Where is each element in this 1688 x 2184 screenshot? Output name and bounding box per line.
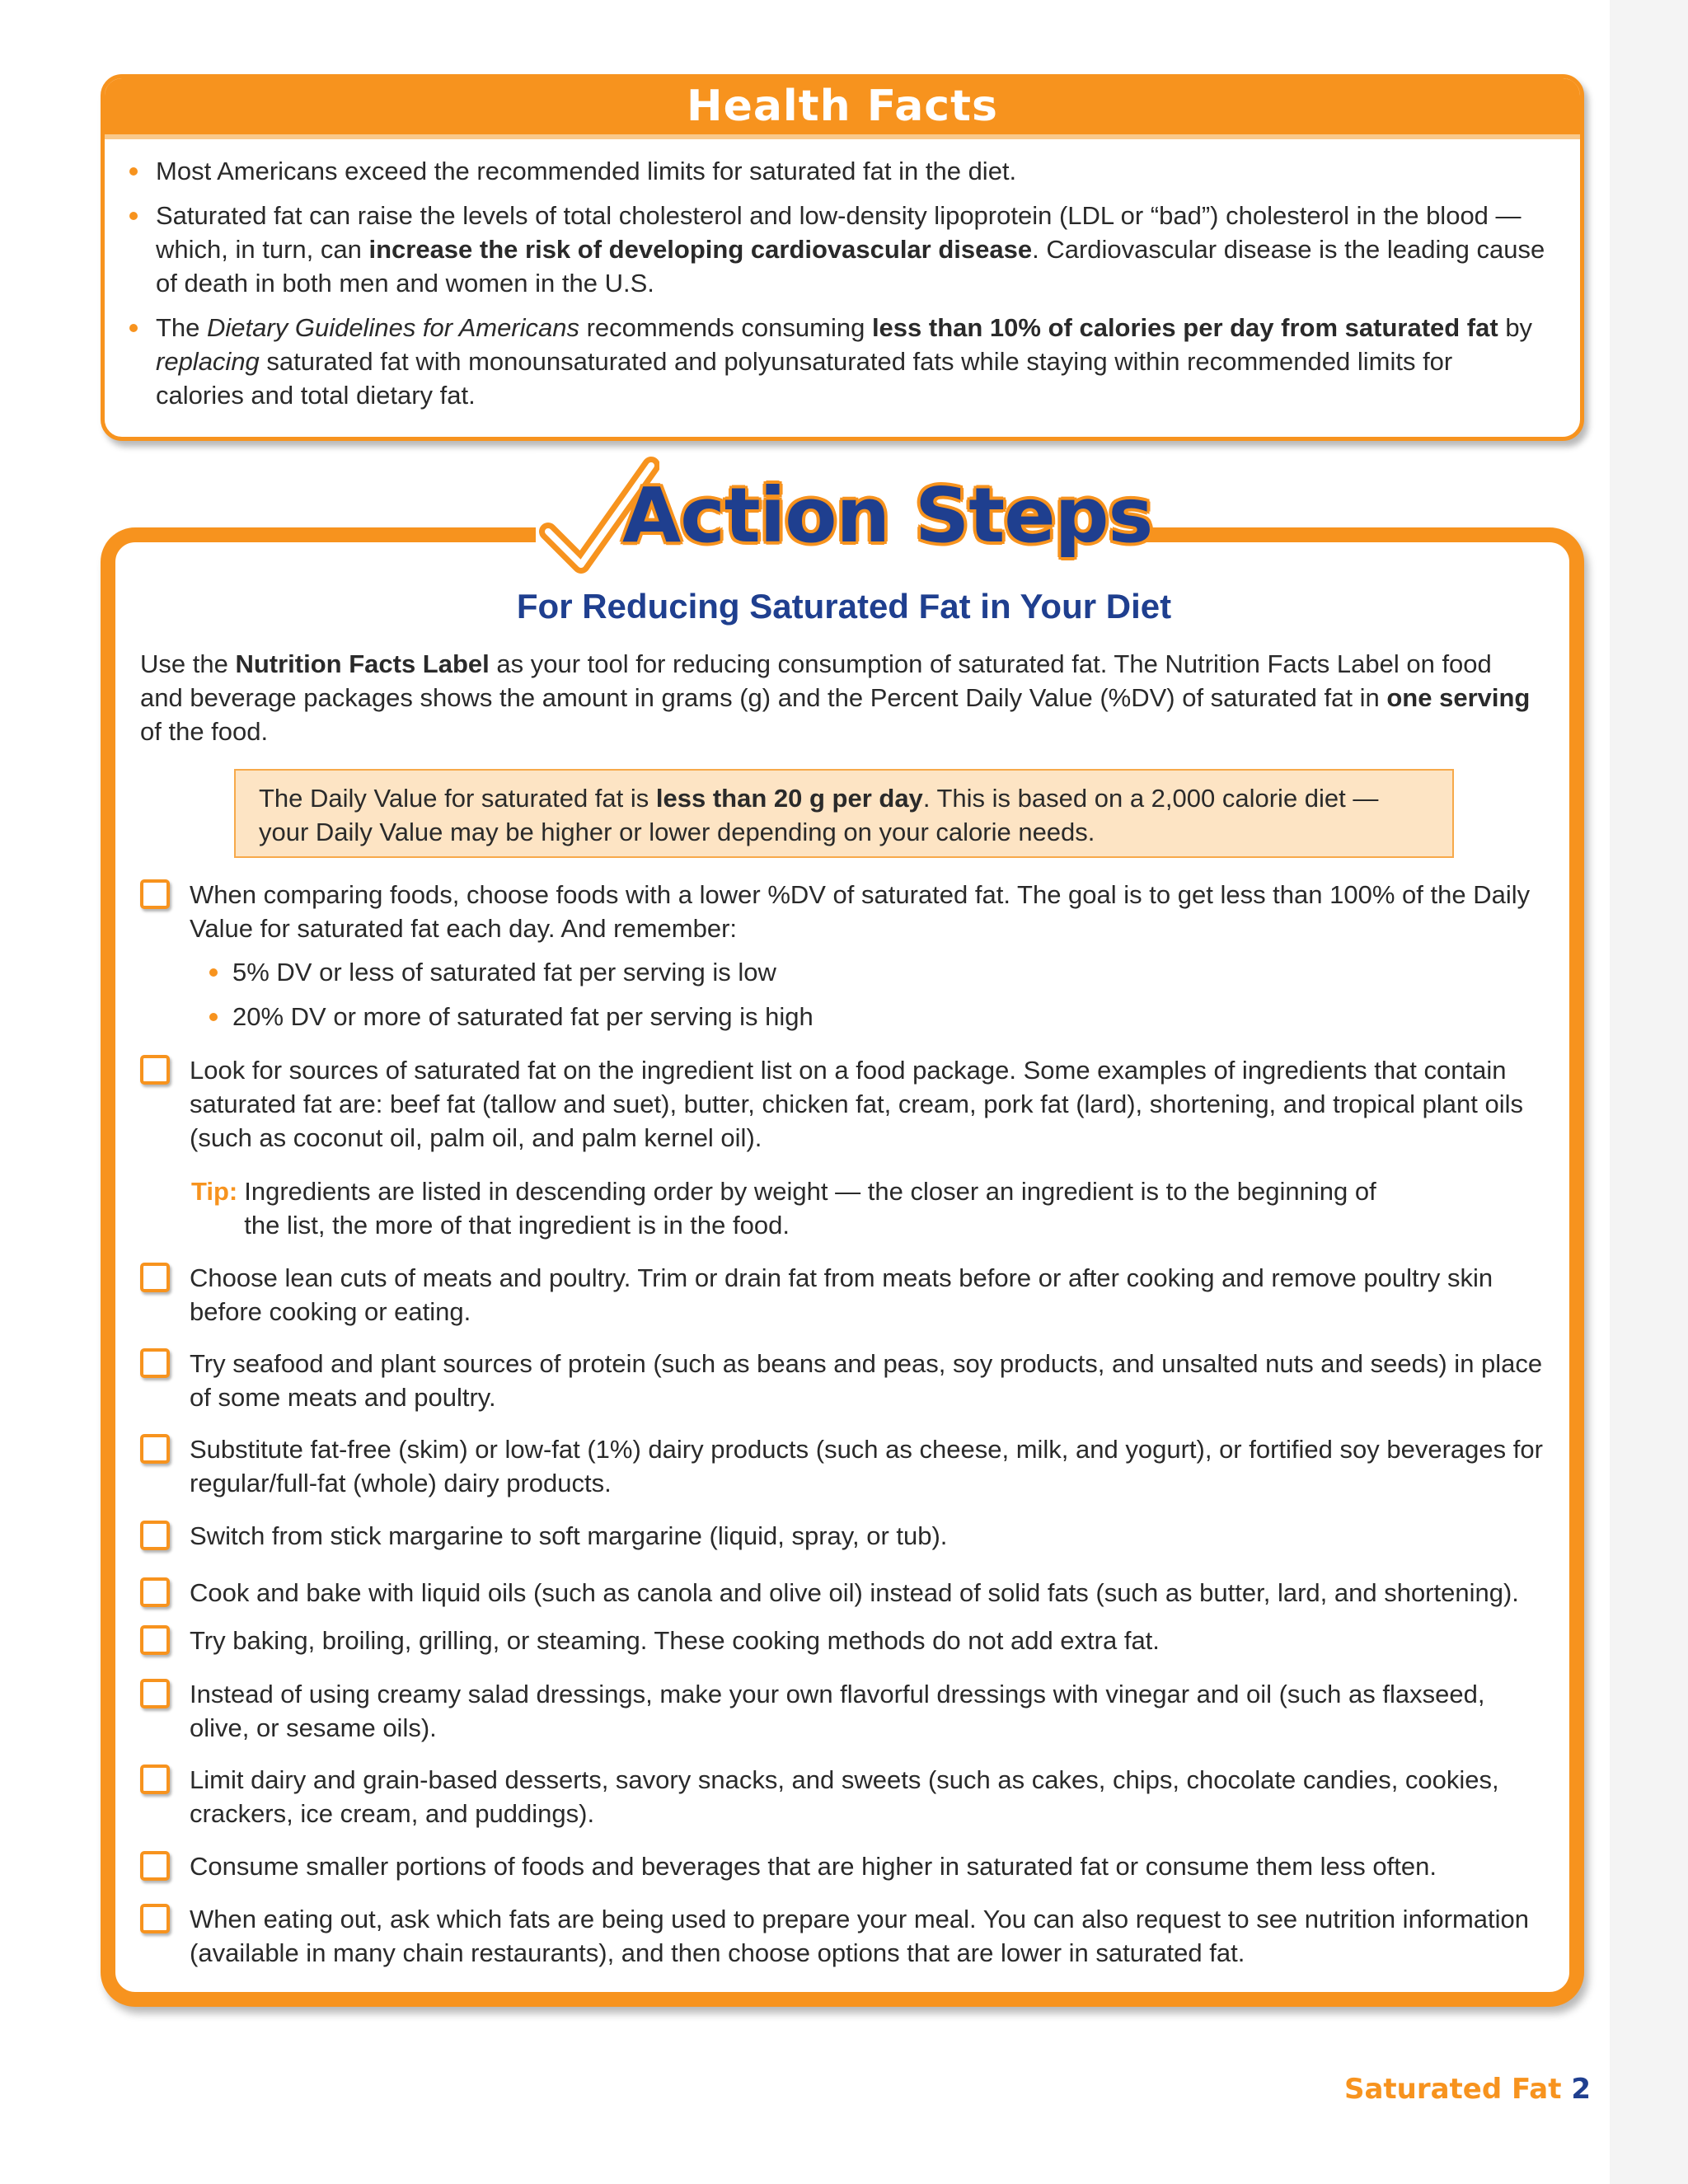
checkbox-icon[interactable] bbox=[140, 1851, 170, 1881]
intro-paragraph: Use the Nutrition Facts Label as your tool for reducing consumption of saturated fat. The Nutrition Facts Label on food and beverage packages shows the amount in grams (g) and the Percent Daily Value (%DV) of saturated fat in one serving of the food. bbox=[140, 649, 1531, 746]
checkbox-icon[interactable] bbox=[140, 879, 170, 909]
action-item: Switch from stick margarine to soft margarine (liquid, spray, or tub). bbox=[140, 1519, 1550, 1553]
action-item: Cook and bake with liquid oils (such as canola and olive oil) instead of solid fats (such as butter, lard, and shortening). bbox=[140, 1576, 1550, 1610]
action-item: Substitute fat-free (skim) or low-fat (1%) dairy products (such as cheese, milk, and yogurt), or fortified soy beverages for regular/full-fat (whole) dairy products. bbox=[140, 1432, 1550, 1500]
tip-note: Tip: Ingredients are listed in descending order by weight — the closer an ingredient is to the beginning of the list, the more of that ingredient is in the food. bbox=[191, 1177, 1376, 1240]
health-facts-title: Health Facts bbox=[687, 82, 998, 131]
action-item: Choose lean cuts of meats and poultry. Trim or drain fat from meats before or after cooking and remove poultry skin before cooking or eating. bbox=[140, 1261, 1550, 1329]
checkbox-icon[interactable] bbox=[140, 1055, 170, 1085]
health-facts-list bbox=[105, 139, 1580, 412]
checkbox-icon[interactable] bbox=[140, 1263, 170, 1292]
bullet-dot bbox=[129, 167, 138, 176]
daily-value-callout: The Daily Value for saturated fat is less than 20 g per day. This is based on a 2,000 calorie diet — your Daily Value may be higher or lower depending on your calorie needs. bbox=[234, 769, 1454, 858]
checkbox-icon[interactable] bbox=[140, 1434, 170, 1464]
action-item: Try baking, broiling, grilling, or steaming. These cooking methods do not add extra fat. bbox=[140, 1624, 1550, 1657]
page-number: 2 bbox=[1571, 2073, 1591, 2106]
checkbox-icon[interactable] bbox=[140, 1521, 170, 1550]
action-item: When eating out, ask which fats are being used to prepare your meal. You can also request to see nutrition information (available in many chain restaurants), and then choose options that are lower in saturated fat. bbox=[140, 1902, 1550, 1970]
action-item: Consume smaller portions of foods and beverages that are higher in saturated fat or consume them less often. bbox=[140, 1849, 1550, 1883]
dv-sub-list bbox=[140, 955, 1550, 1033]
page-edge-shade bbox=[1610, 0, 1688, 2184]
action-item: Limit dairy and grain-based desserts, savory snacks, and sweets (such as cakes, chips, chocolate candies, cookies, crackers, ice cream, and puddings). bbox=[140, 1763, 1550, 1830]
health-fact-item: The Dietary Guidelines for Americans recommends consuming less than 10% of calories per day from saturated fat by replacing saturated fat with monounsaturated and polyunsaturated fats while staying within recommended limits for calories and total dietary fat. bbox=[129, 311, 1547, 412]
checkbox-icon[interactable] bbox=[140, 1577, 170, 1607]
action-item: Try seafood and plant sources of protein (such as beans and peas, soy products, and unsalted nuts and seeds) in place of some meats and poultry. bbox=[140, 1347, 1550, 1414]
sub-bullet: 5% DV or less of saturated fat per serving is low bbox=[209, 955, 1550, 989]
action-steps-subtitle: For Reducing Saturated Fat in Your Diet bbox=[516, 587, 1172, 626]
bullet-dot bbox=[129, 324, 138, 332]
health-facts-box bbox=[101, 74, 1584, 441]
action-steps-heading bbox=[536, 453, 1153, 577]
action-steps-title: Action Steps bbox=[622, 471, 1153, 560]
action-item: When comparing foods, choose foods with a lower %DV of saturated fat. The goal is to get less than 100% of the Daily Value for saturated fat each day. And remember: 5% DV or less of saturated fat per serving is low 20% DV or more of saturated fat per serving is high bbox=[140, 878, 1550, 1044]
health-facts-header bbox=[105, 78, 1580, 139]
page-footer bbox=[1344, 2073, 1591, 2106]
sub-bullet: 20% DV or more of saturated fat per serving is high bbox=[209, 1000, 1550, 1033]
checkbox-icon[interactable] bbox=[140, 1348, 170, 1378]
checkbox-icon[interactable] bbox=[140, 1765, 170, 1794]
action-item: Instead of using creamy salad dressings, make your own flavorful dressings with vinegar and oil (such as flaxseed, olive, or sesame oils). bbox=[140, 1677, 1550, 1745]
bullet-dot bbox=[129, 212, 138, 220]
footer-label: Saturated Fat bbox=[1343, 2073, 1562, 2106]
bullet-dot bbox=[209, 1013, 218, 1021]
health-fact-item: Most Americans exceed the recommended limits for saturated fat in the diet. bbox=[129, 154, 1547, 188]
tip-label: Tip: bbox=[191, 1177, 238, 1206]
health-fact-item: Saturated fat can raise the levels of total cholesterol and low-density lipoprotein (LDL or “bad”) cholesterol in the blood — which, in turn, can increase the risk of developing cardiovascular disease. Cardiovascular disease is the leading cause of death in both men and women in the U.S. bbox=[129, 199, 1547, 300]
action-item: Look for sources of saturated fat on the ingredient list on a food package. Some examples of ingredients that contain saturated fat are: beef fat (tallow and suet), butter, chicken fat, cream, pork fat (lard), shortening, and tropical plant oils (such as coconut oil, palm oil, and palm kernel oil). bbox=[140, 1053, 1550, 1155]
bullet-dot bbox=[209, 968, 218, 977]
checkbox-icon[interactable] bbox=[140, 1679, 170, 1708]
checkbox-icon[interactable] bbox=[140, 1904, 170, 1933]
checkbox-icon[interactable] bbox=[140, 1625, 170, 1655]
